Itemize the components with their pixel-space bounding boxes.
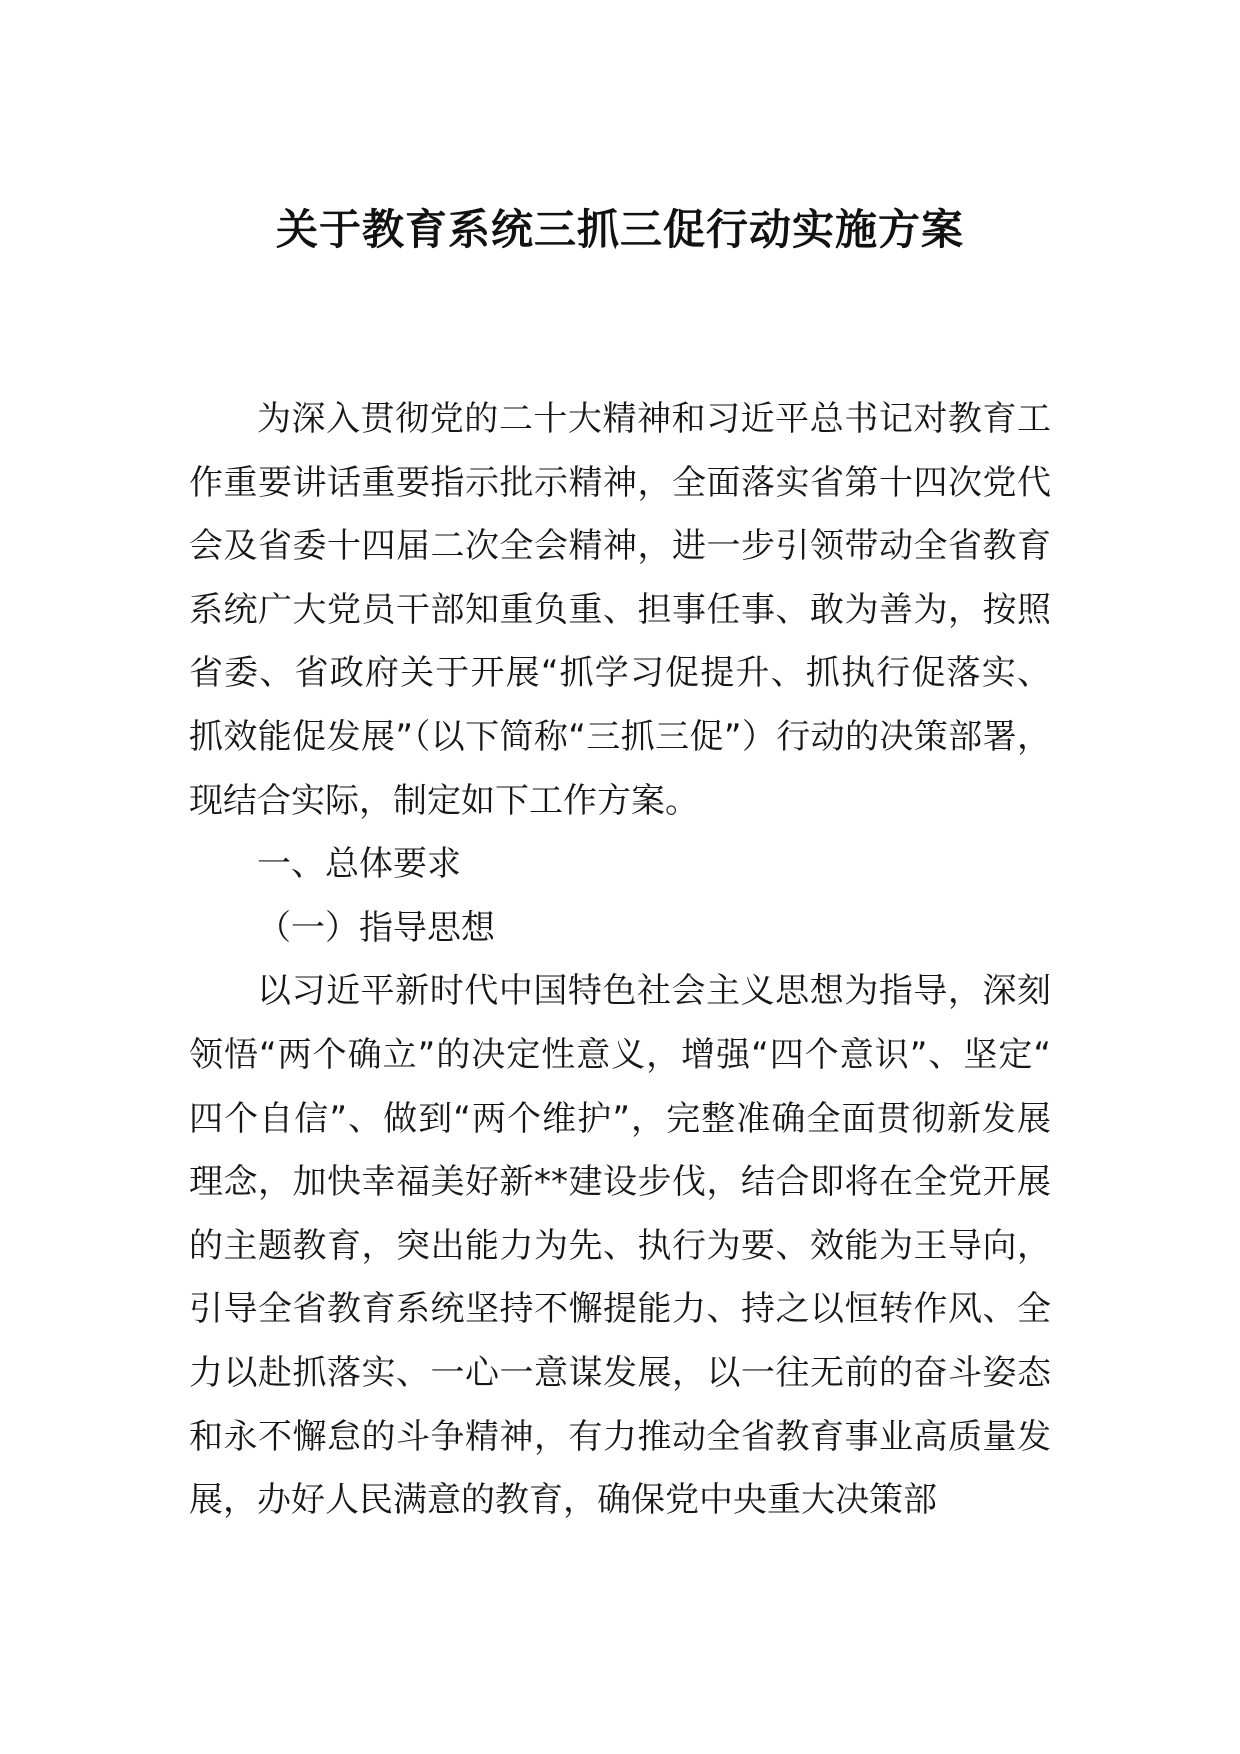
intro-paragraph: 为深入贯彻党的二十大精神和习近平总书记对教育工作重要讲话重要指示批示精神，全面落实省第十四次党代会及省委十四届二次全会精神，进一步引领带动全省教育系统广大党员干部知重负重、担事任事、敢为善为，按照省委、省政府关于开展“抓学习促提升、抓执行促落实、抓效能促发展”（以下简称“三抓三促”）行动的决策部署，现结合实际，制定如下工作方案。	[189, 399, 1051, 821]
document-title: 关于教育系统三抓三促行动实施方案	[275, 205, 964, 254]
guiding-ideology-paragraph: 以习近平新时代中国特色社会主义思想为指导，深刻领悟“两个确立”的决定性意义，增强“四个意识”、坚定“四个自信”、做到“两个维护”，完整准确全面贯彻新发展理念，加快幸福美好新**建设步伐，结合即将在全党开展的主题教育，突出能力为先、执行为要、效能为王导向，引导全省教育系统坚持不懈提能力、持之以恒转作风、全力以赴抓落实、一心一意谋发展，以一往无前的奋斗姿态和永不懈怠的斗争精神，有力推动全省教育事业高质量发展，办好人民满意的教育，确保党中央重大决策部	[189, 971, 1051, 1521]
section-heading-general-requirements: 一、总体要求	[257, 844, 461, 885]
subsection-heading-guiding-ideology: （一）指导思想	[257, 907, 495, 948]
document-body	[189, 388, 1051, 1533]
